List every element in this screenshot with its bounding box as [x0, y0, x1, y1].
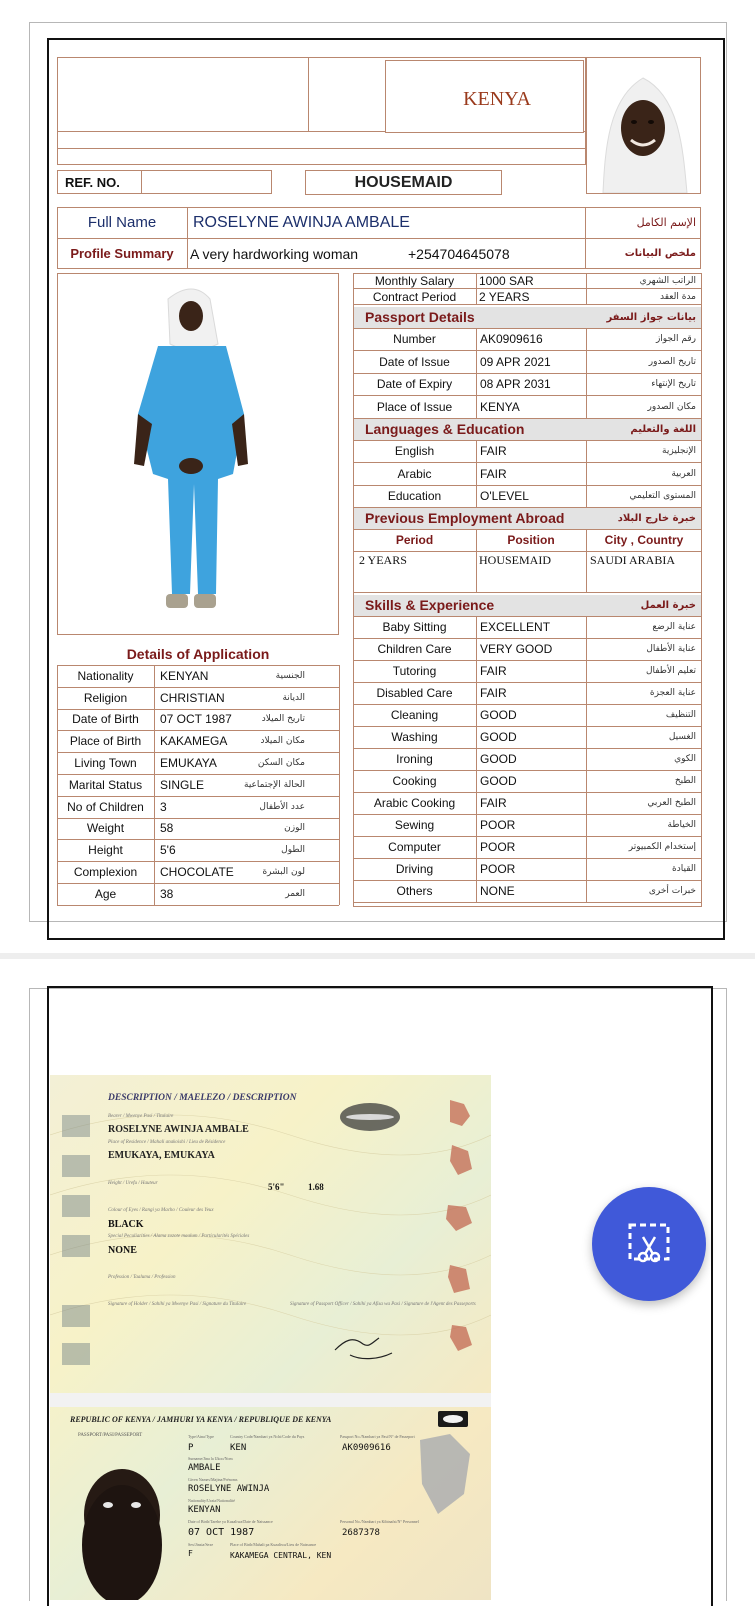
language-row-2-arabic: المستوى التعليمي [629, 491, 696, 501]
profile-summary-arabic: ملخص البيانات [624, 248, 696, 259]
employment-col-country: City , Country [604, 533, 684, 547]
passport-row-3-label: Place of Issue [376, 399, 453, 414]
app-label-9: Complexion [73, 865, 138, 880]
peculiarities-label: Special Peculiarities / Alama zozote maalum / Particularités Spéciales [108, 1233, 250, 1239]
full-name-arabic: الإسم الكامل [636, 216, 696, 229]
passport-surname: AMBALE [188, 1463, 221, 1473]
skill-row-12-label: Others [396, 884, 433, 898]
skill-row-11-value: POOR [480, 862, 516, 876]
skill-row-8-label: Arabic Cooking [373, 796, 456, 810]
employment-position: HOUSEMAID [479, 552, 551, 567]
passport-row-2-label: Date of Expiry [376, 377, 453, 391]
residence-label: Place of Residence / Mahali anakoishi / Lieu de Résidence [108, 1139, 226, 1145]
height-label: Height / Urefu / Hauteur [108, 1180, 158, 1186]
passport-given-names: ROSELYNE AWINJA [188, 1484, 270, 1494]
app-arabic-7: الوزن [284, 823, 305, 834]
app-value-0: KENYAN [160, 668, 209, 683]
skill-row-3-value: FAIR [480, 686, 507, 700]
skill-row-5-value: GOOD [480, 730, 517, 744]
app-label-8: Height [88, 843, 123, 858]
passport-row-3-value: KENYA [480, 399, 520, 414]
type-label: Type/Aina/Type [188, 1433, 214, 1439]
skill-row-7-label: Cooking [392, 774, 437, 788]
passport-place-of-birth: KAKAMEGA CENTRAL, KEN [230, 1550, 332, 1560]
app-arabic-6: عدد الأطفال [259, 801, 305, 812]
language-row-0-value: FAIR [480, 444, 507, 458]
skill-row-3-label: Disabled Care [376, 686, 453, 700]
passport-personal-number: 2687378 [342, 1528, 380, 1538]
crop-action-button[interactable] [592, 1187, 706, 1301]
skill-row-6-arabic: الكوي [674, 754, 696, 764]
personal-number-label: Personal No./Nambari ya Kibinafsi/N° Personnel [340, 1519, 419, 1524]
app-arabic-9: لون البشرة [262, 867, 305, 878]
skill-row-4-label: Cleaning [390, 708, 439, 722]
holder-signature-label: Signature of Holder / Sahihi ya Mwenye Pasi / Signature du Titulaire [108, 1301, 247, 1307]
skill-row-12-value: NONE [480, 884, 515, 898]
skill-row-5-label: Washing [391, 730, 438, 744]
skill-row-9-arabic: الخياطة [667, 820, 696, 830]
app-arabic-0: الجنسية [275, 670, 305, 681]
sex-label: Sex/Jinsia/Sexe [188, 1542, 214, 1547]
portrait-photo-frame [586, 57, 701, 194]
position-title: HOUSEMAID [354, 173, 453, 191]
contract-value-1: 2 YEARS [479, 289, 530, 304]
employment-col-period: Period [395, 533, 434, 547]
app-value-4: EMUKAYA [160, 756, 217, 771]
passport-row-0-arabic: رقم الجواز [655, 334, 696, 344]
passport-details-title: Passport Details [365, 309, 475, 325]
skills-title: Skills & Experience [365, 597, 495, 613]
skill-row-0-value: EXCELLENT [480, 620, 551, 634]
employment-title: Previous Employment Abroad [365, 510, 565, 526]
app-label-0: Nationality [77, 668, 134, 683]
app-label-6: No of Children [67, 799, 144, 814]
skill-row-1-arabic: عناية الأطفال [646, 644, 696, 654]
application-title: Details of Application [126, 646, 270, 662]
skill-row-0-arabic: عناية الرضع [652, 622, 696, 632]
skill-row-4-value: GOOD [480, 708, 517, 722]
republic-title: REPUBLIC OF KENYA / JAMHURI YA KENYA / REPUBLIQUE DE KENYA [70, 1414, 332, 1424]
dob-label: Date of Birth/Tarehe ya Kuzaliwa/Date de Naissance [188, 1519, 273, 1524]
country-code-label: Country Code/Nambari ya Nchi/Code du Pays [230, 1433, 305, 1439]
skill-row-0-label: Baby Sitting [382, 620, 447, 634]
portrait-photo [587, 58, 700, 193]
profession-label: Profession / Taaluma / Profession [108, 1274, 176, 1280]
app-label-1: Religion [83, 690, 128, 705]
skill-row-9-label: Sewing [394, 818, 435, 832]
passport-number: AK0909616 [342, 1443, 391, 1453]
contract-arabic-1: مدة العقد [660, 291, 696, 302]
passport-details-title-arabic: بيانات جواز السفر [606, 311, 696, 323]
skill-row-2-arabic: تعليم الأطفال [645, 666, 696, 676]
full-body-photo [58, 274, 338, 634]
officer-signature-label: Signature of Passport Officer / Sahihi ya Afisa wa Pasi / Signature de l'Agent des Passeports [290, 1301, 476, 1307]
page-divider [0, 953, 755, 959]
skill-row-5-arabic: الغسيل [668, 732, 696, 742]
full-name-label: Full Name [87, 214, 157, 231]
country-title: KENYA [463, 87, 531, 110]
app-label-4: Living Town [74, 756, 137, 771]
language-row-0-label: English [394, 444, 435, 458]
app-arabic-1: الديانة [282, 692, 305, 703]
app-label-2: Date of Birth [72, 712, 139, 727]
contract-value-0: 1000 SAR [479, 273, 534, 288]
height-meters: 1.68 [308, 1182, 324, 1192]
contract-label-1: Contract Period [372, 289, 457, 304]
language-row-1-label: Arabic [397, 466, 432, 481]
language-row-2-label: Education [387, 489, 442, 503]
app-value-1: CHRISTIAN [160, 690, 225, 705]
place-of-birth-label: Place of Birth/Mahali pa Kuzaliwa/Lieu de Naissance [230, 1542, 317, 1547]
app-value-2: 07 OCT 1987 [160, 712, 232, 727]
passport-row-3-arabic: مكان الصدور [647, 401, 696, 412]
surname-label: Surname/Jina la Ukoo/Nom [188, 1456, 233, 1461]
skill-row-10-value: POOR [480, 840, 516, 854]
employment-country: SAUDI ARABIA [590, 552, 676, 567]
languages-title: Languages & Education [365, 421, 525, 437]
employment-period: 2 YEARS [359, 552, 407, 567]
passport-row-1-value: 09 APR 2021 [480, 354, 551, 369]
app-label-5: Marital Status [68, 777, 143, 792]
skill-row-11-label: Driving [395, 862, 434, 876]
skill-row-6-label: Ironing [396, 752, 433, 766]
bearer-value: ROSELYNE AWINJA AMBALE [108, 1123, 249, 1135]
app-arabic-2: تاريخ الميلاد [261, 714, 305, 725]
skill-row-7-value: GOOD [480, 774, 517, 788]
skill-row-3-arabic: عناية العجزة [649, 688, 696, 698]
app-label-3: Place of Birth [69, 734, 142, 749]
eyes-label: Colour of Eyes / Rangi ya Macho / Couleur des Yeux [108, 1207, 214, 1213]
full-body-photo-frame [57, 273, 339, 635]
passport-type: P [188, 1443, 194, 1453]
profile-summary-label: Profile Summary [70, 246, 174, 261]
app-value-8: 5'6 [160, 843, 176, 858]
app-value-6: 3 [160, 799, 167, 814]
app-label-10: Age [94, 886, 117, 901]
language-row-0-arabic: الإنجليزية [662, 446, 696, 456]
residence-value: EMUKAYA, EMUKAYA [108, 1149, 215, 1161]
passport-row-0-value: AK0909616 [480, 332, 543, 346]
skill-row-11-arabic: القيادة [672, 864, 696, 874]
scissors-crop-icon [624, 1219, 674, 1269]
passport-row-2-value: 08 APR 2031 [480, 377, 551, 391]
app-value-10: 38 [160, 886, 174, 901]
app-arabic-8: الطول [281, 845, 305, 856]
skill-row-8-arabic: الطبخ العربي [647, 798, 696, 808]
app-arabic-4: مكان السكن [257, 758, 305, 769]
eyes-value: BLACK [108, 1218, 144, 1230]
nationality-label: Nationality/Uraia/Nationalité [188, 1498, 235, 1503]
skill-row-6-value: GOOD [480, 752, 517, 766]
app-value-7: 58 [160, 821, 174, 836]
skill-row-7-arabic: الطبخ [674, 776, 696, 786]
full-name-value: ROSELYNE AWINJA AMBALE [193, 213, 410, 231]
skill-row-8-value: FAIR [480, 796, 507, 810]
language-row-1-value: FAIR [480, 466, 507, 481]
employment-title-arabic: خبرة خارج البلاد [617, 512, 696, 524]
description-title: DESCRIPTION / MAELEZO / DESCRIPTION [108, 1093, 297, 1103]
app-arabic-10: العمر [285, 888, 305, 899]
skill-row-1-label: Children Care [377, 642, 452, 656]
app-arabic-3: مكان الميلاد [260, 736, 305, 747]
skill-row-2-label: Tutoring [392, 664, 437, 678]
height-feet: 5'6" [268, 1182, 285, 1192]
peculiarities-value: NONE [108, 1244, 137, 1256]
ref-value [145, 170, 270, 194]
ref-label: REF. NO. [65, 174, 120, 190]
passport-sex: F [188, 1548, 193, 1558]
passport-nationality: KENYAN [188, 1505, 221, 1515]
skill-row-10-label: Computer [388, 840, 441, 854]
skill-row-1-value: VERY GOOD [480, 642, 553, 656]
passport-label: PASSPORT/PASI/PASSEPORT [78, 1432, 143, 1438]
passport-row-1-label: Date of Issue [379, 354, 450, 369]
skill-row-12-arabic: خبرات أخرى [648, 886, 696, 896]
language-row-2-value: O'LEVEL [480, 489, 529, 503]
contract-arabic-0: الراتب الشهري [639, 275, 696, 286]
app-value-9: CHOCOLATE [160, 865, 234, 880]
phone-number: +254704645078 [408, 245, 510, 262]
app-label-7: Weight [86, 821, 125, 836]
languages-title-arabic: اللغة والتعليم [630, 423, 696, 435]
passport-row-0-label: Number [393, 332, 436, 346]
passport-number-label: Passport No./Nambari ya Pasi/N° de Passeport [340, 1433, 415, 1439]
app-value-5: SINGLE [160, 777, 205, 792]
given-names-label: Given Names/Majina/Prénoms [188, 1477, 238, 1482]
passport-country-code: KEN [230, 1443, 247, 1453]
skills-title-arabic: خبرة العمل [640, 599, 696, 611]
passport-dob: 07 OCT 1987 [188, 1526, 255, 1538]
passport-row-2-arabic: تاريخ الإنتهاء [651, 379, 696, 389]
profile-summary-value: A very hardworking woman [190, 245, 359, 262]
skill-row-10-arabic: إستخدام الكمبيوتر [628, 842, 696, 852]
passport-scan [50, 1075, 491, 1600]
bearer-label: Bearer / Mwenye Pasi / Titulaire [108, 1113, 174, 1119]
language-row-1-arabic: العربية [671, 468, 696, 479]
employment-col-position: Position [507, 533, 555, 547]
contract-label-0: Monthly Salary [374, 273, 455, 288]
skill-row-9-value: POOR [480, 818, 516, 832]
skill-row-4-arabic: التنظيف [665, 710, 696, 720]
skill-row-2-value: FAIR [480, 664, 507, 678]
app-value-3: KAKAMEGA [160, 734, 228, 749]
app-arabic-5: الحالة الإجتماعية [244, 779, 305, 790]
passport-row-1-arabic: تاريخ الصدور [648, 356, 696, 367]
